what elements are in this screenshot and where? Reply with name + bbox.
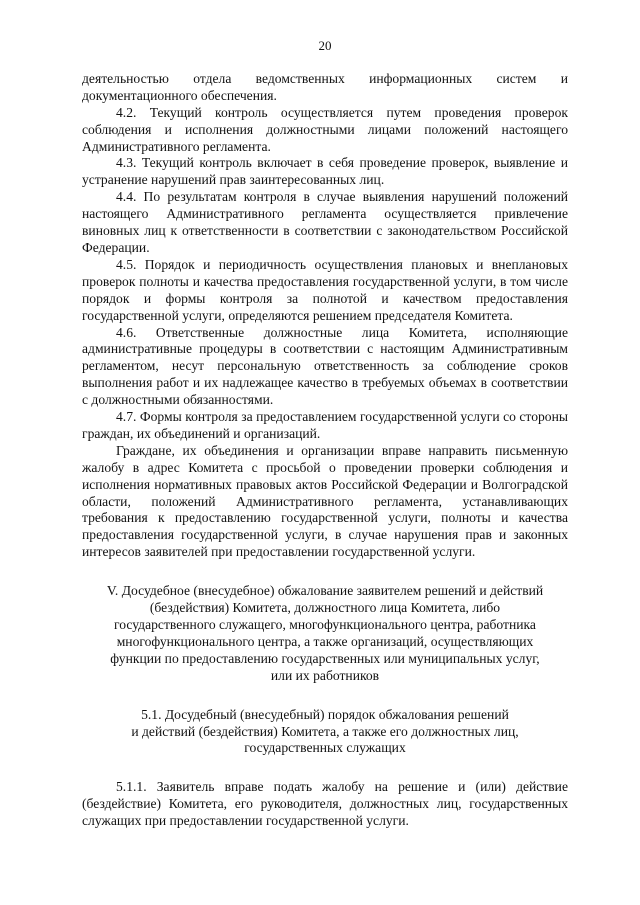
paragraph-citizens: Граждане, их объединения и организации вправе направить письменную жалобу в адрес Комитета с просьбой о проведении проверки соблюдения и исполнения нормативных правовых актов Российской Федерации и Волгоградской области, положений Административного регламента, устанавливающих требования к предоставлению государственной услуги, полноты и качества предоставления государственной услуги, в случае нарушения прав и законных интересов заявителей при предоставлении государственной услуги. <box>82 442 568 560</box>
subsection-heading-line: и действий (бездействия) Комитета, а также его должностных лиц, <box>131 723 519 739</box>
paragraph-5-1-1: 5.1.1. Заявитель вправе подать жалобу на решение и (или) действие (бездействие) Комитета, его руководителя, должностных лиц, государственных служащих при предоставлении государственной услуги. <box>82 779 568 829</box>
page-number: 20 <box>318 38 332 53</box>
paragraph-4-7: 4.7. Формы контроля за предоставлением государственной услуги со стороны граждан, их объединений и организаций. <box>82 409 568 441</box>
section-heading-line: (бездействия) Комитета, должностного лица Комитета, либо <box>149 600 501 616</box>
section-heading-line: многофункционального центра, а также организаций, осуществляющих <box>116 633 534 649</box>
section-v-heading <box>82 583 568 684</box>
paragraph-continuation: деятельностью отдела ведомственных информационных систем и документационного обеспечения. <box>82 70 568 103</box>
subsection-heading-line: 5.1. Досудебный (внесудебный) порядок обжалования решений <box>141 706 509 722</box>
section-heading-line: государственного служащего, многофункционального центра, работника <box>114 617 536 632</box>
paragraph-4-2: 4.2. Текущий контроль осуществляется путем проведения проверок соблюдения и исполнения должностными лицами положений настоящего Административного регламента. <box>82 104 568 154</box>
paragraph-4-3: 4.3. Текущий контроль включает в себя проведение проверок, выявление и устранение нарушений прав заинтересованных лиц. <box>82 155 568 188</box>
subsection-5-1-heading <box>82 707 568 758</box>
section-heading-line: V. Досудебное (внесудебное) обжалование заявителем решений и действий <box>106 583 544 599</box>
paragraph-4-6: 4.6. Ответственные должностные лица Комитета, исполняющие административные процедуры в соответствии с настоящим Административным регламентом, несут персональную ответственность за соблюдение сроков выполнения работ и их надлежащее качество в требуемых объемах в соответствии с должностными обязанностями. <box>82 324 568 408</box>
paragraph-4-5: 4.5. Порядок и периодичность осуществления плановых и внеплановых проверок полноты и качества предоставления государственной услуги, в том числе порядок и формы контроля за полнотой и качеством предоставления государственной услуги, определяются решением председателя Комитета. <box>82 256 568 323</box>
section-heading-line: функции по предоставлению государственных или муниципальных услуг, <box>110 650 540 666</box>
paragraph-4-4: 4.4. По результатам контроля в случае выявления нарушений положений настоящего Административного регламента осуществляется привлечение виновных лиц к ответственности в соответствии с законодательством Российской Федерации. <box>82 189 568 255</box>
section-heading-line: или их работников <box>270 667 380 683</box>
subsection-heading-line: государственных служащих <box>244 740 406 756</box>
